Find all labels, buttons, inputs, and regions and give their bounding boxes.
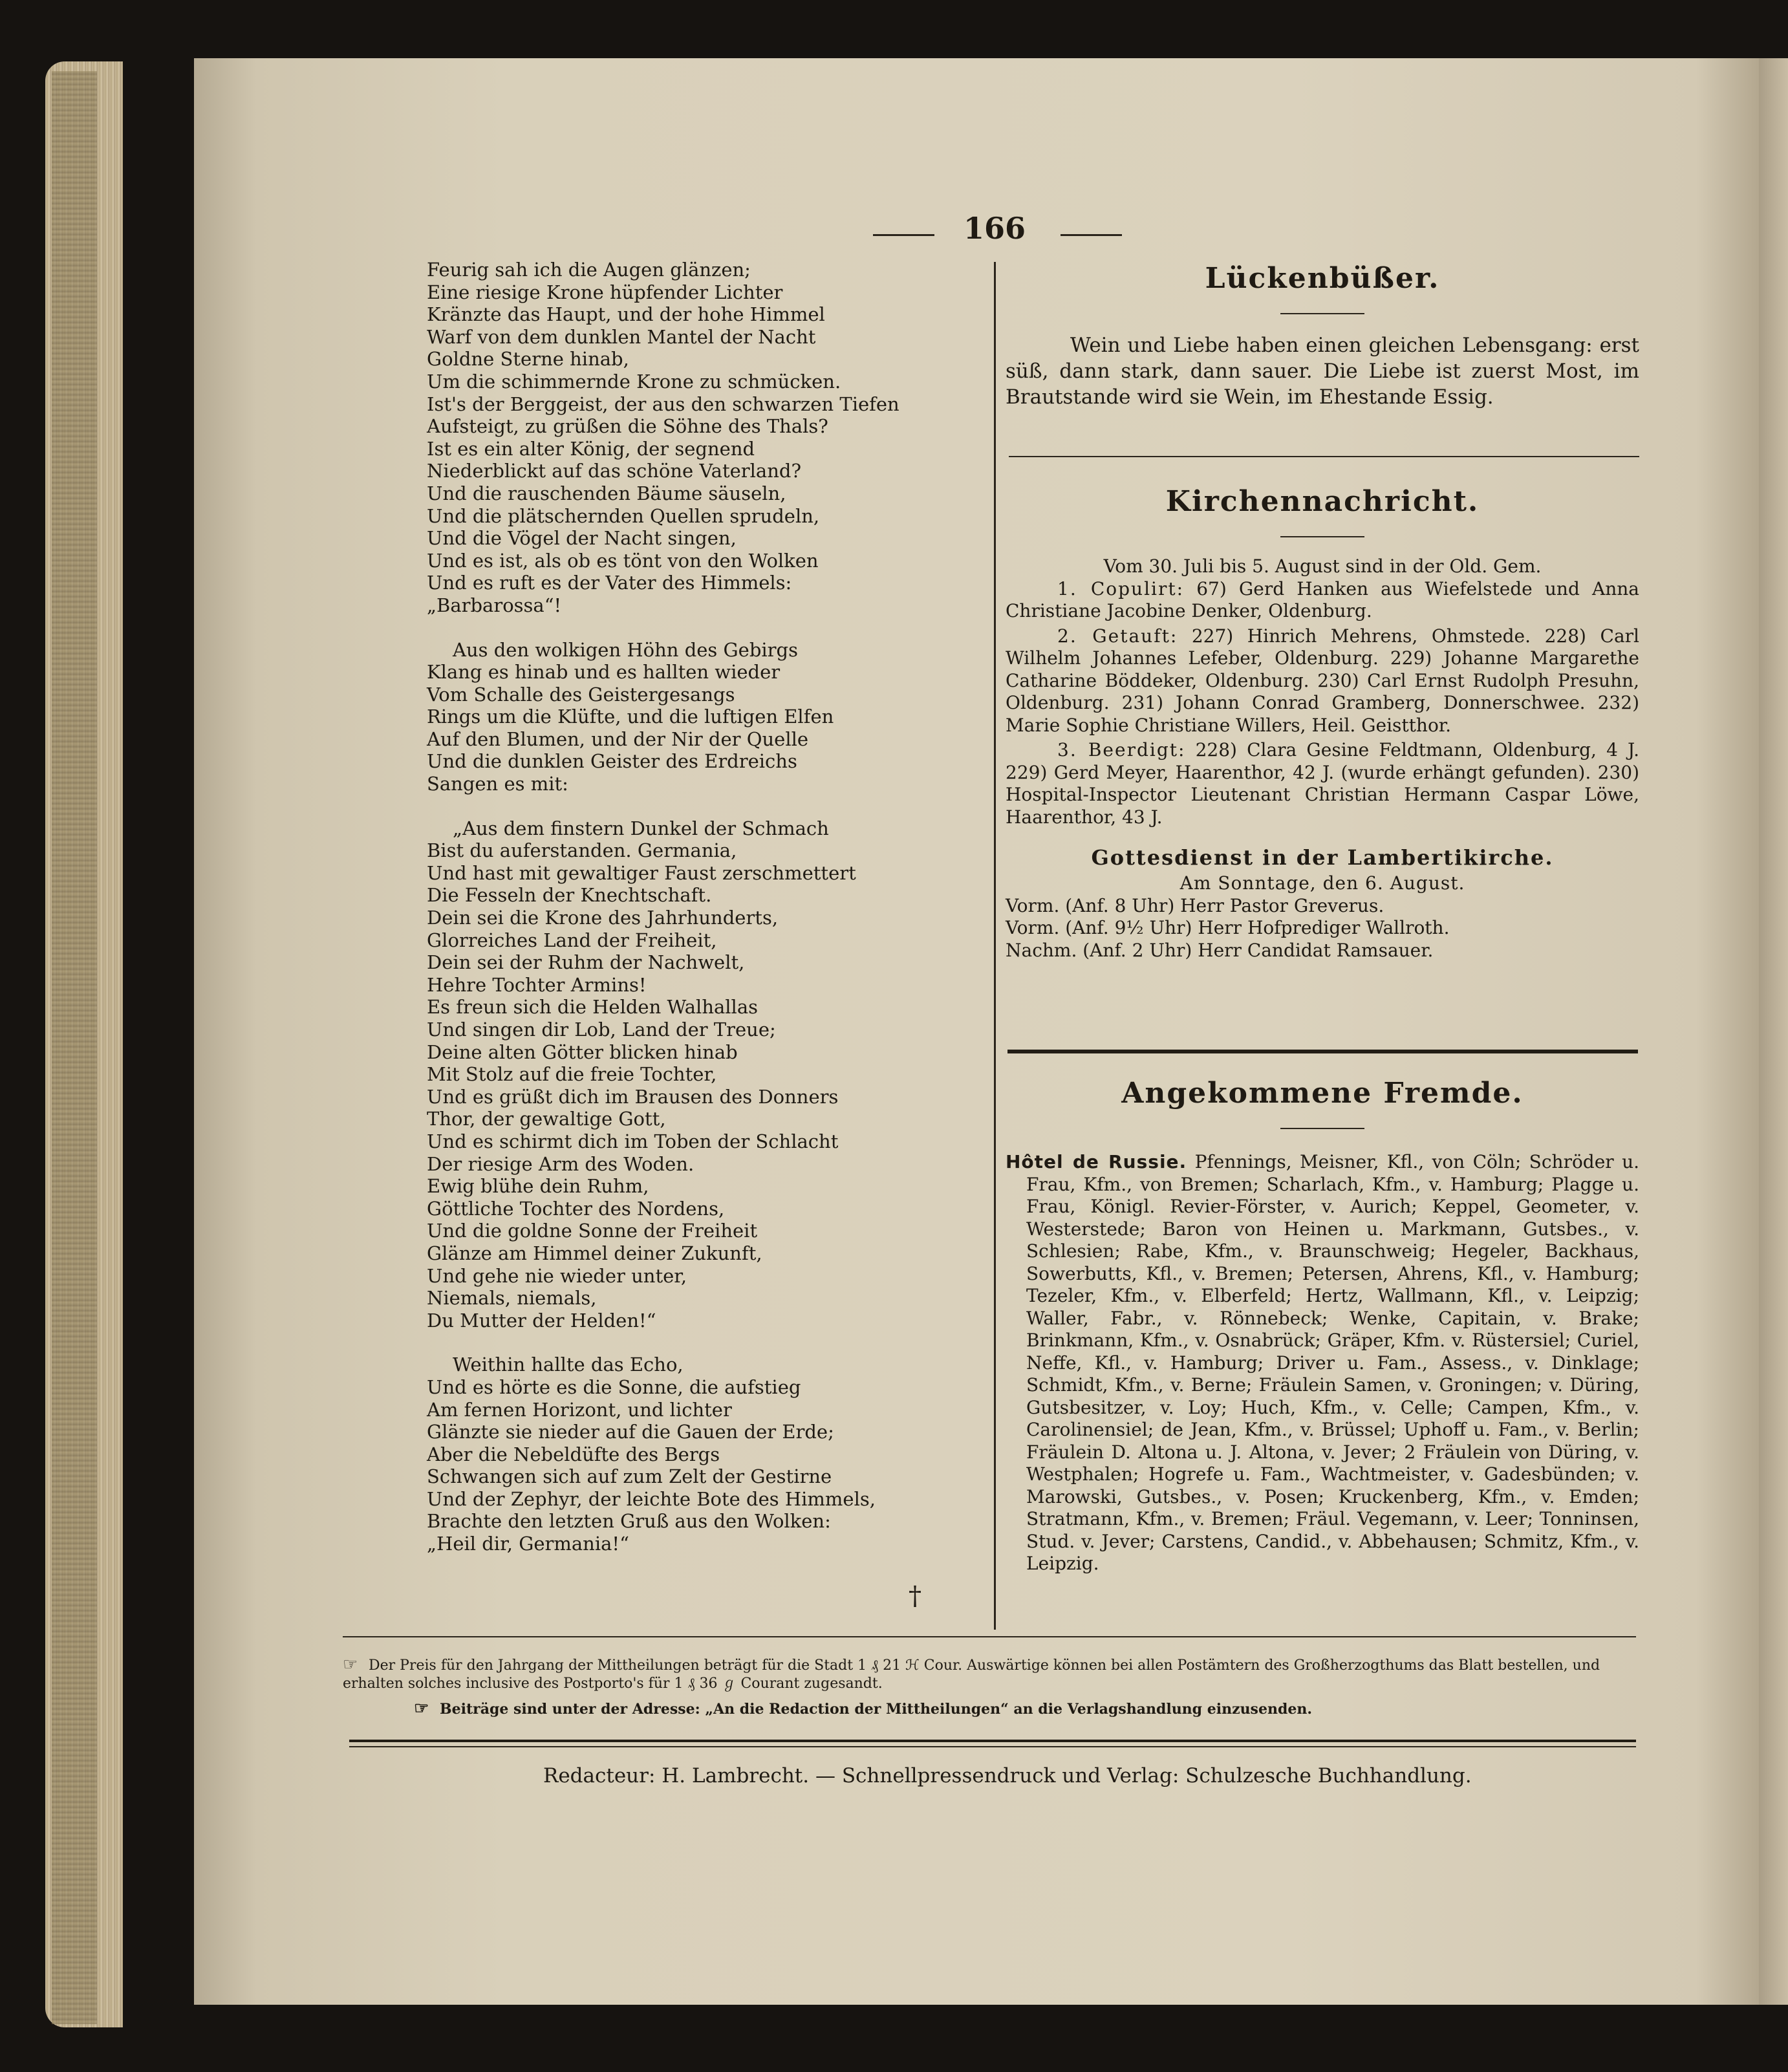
poem-line: Eine riesige Krone hüpfender Lichter <box>427 281 783 303</box>
copulirt-entry <box>1006 578 1639 623</box>
poem-line: „Barbarossa“! <box>427 594 562 616</box>
poem-line: Mit Stolz auf die freie Tochter, <box>427 1063 717 1086</box>
poem-line: Goldne Sterne hinab, <box>427 348 629 371</box>
service-1: Vorm. (Anf. 8 Uhr) Herr Pastor Greverus. <box>1006 894 1384 916</box>
poem-line: Auf den Blumen, und der Nir der Quelle <box>427 728 809 750</box>
service-2: Vorm. (Anf. 9½ Uhr) Herr Hofprediger Wallroth. <box>1006 917 1450 938</box>
poem-line: Glänze am Himmel deiner Zukunft, <box>427 1242 762 1264</box>
poem-line: Und singen dir Lob, Land der Treue; <box>427 1019 776 1041</box>
beerdigt-entry <box>1006 739 1639 828</box>
title-rule <box>1280 1128 1364 1129</box>
poem-line: Und es ruft es der Vater des Himmels: <box>427 572 792 594</box>
poem-line: Schwangen sich auf zum Zelt der Gestirne <box>427 1465 832 1488</box>
imprint-footer: Redacteur: H. Lambrecht. — Schnellpressendruck und Verlag: Schulzesche Buchhandlung. <box>543 1764 1472 1787</box>
stanza-gap <box>427 617 996 639</box>
luckenbusser-title: Lückenbüßer. <box>1205 262 1440 295</box>
poem-line: Glorreiches Land der Freiheit, <box>427 929 717 951</box>
page-edges <box>52 71 97 2024</box>
poem-line: Sangen es mit: <box>427 773 568 795</box>
fremde-title: Angekommene Fremde. <box>1121 1077 1524 1110</box>
poem-line: Und es ist, als ob es tönt von den Wolken <box>427 549 819 572</box>
title-rule <box>1280 313 1364 314</box>
poem-line: Du Mutter der Helden!“ <box>427 1309 656 1332</box>
copulirt-label: 1. Copulirt: <box>1057 577 1185 599</box>
poem-line: Der riesige Arm des Woden. <box>427 1152 695 1175</box>
poem-line: Thor, der gewaltige Gott, <box>427 1108 666 1130</box>
service-3: Nachm. (Anf. 2 Uhr) Herr Candidat Ramsauer. <box>1006 939 1434 961</box>
poem-line: Göttliche Tochter des Nordens, <box>427 1197 725 1220</box>
beerdigt-label: 3. Beerdigt: <box>1057 739 1186 761</box>
title-rule <box>1280 536 1364 537</box>
poem-line: Weithin hallte das Echo, <box>453 1354 684 1376</box>
price-notice <box>343 1656 1636 1693</box>
price-text: Der Preis für den Jahrgang der Mittheilungen beträgt für die Stadt 1 ₰ 21 ℋ Cour. Auswärtige können bei allen Postämtern des Großherzogthums das Blatt bestellen, und erhalten solches inclusive des Postporto's für 1 ₰ 36 ℊ Courant zugesandt. <box>343 1657 1600 1692</box>
poem-line: Hehre Tochter Armins! <box>427 973 647 996</box>
poem-line: Am fernen Horizont, und lichter <box>427 1398 732 1421</box>
gottesdienst-date: Am Sonntage, den 6. August. <box>1179 872 1465 894</box>
contributions-notice <box>414 1700 1617 1718</box>
luckenbusser-section <box>1006 262 1639 410</box>
poem-line: Glänzte sie nieder auf die Gauen der Erde; <box>427 1421 834 1443</box>
stanza-gap <box>427 1332 996 1354</box>
gottesdienst-title: Gottesdienst in der Lambertikirche. <box>1091 845 1554 870</box>
poem-line: Klang es hinab und es hallten wieder <box>427 661 781 684</box>
poem-line: Und die Vögel der Nacht singen, <box>427 527 737 550</box>
poem-line: Um die schimmernde Krone zu schmücken. <box>427 370 841 393</box>
page-number: 166 <box>964 211 1026 246</box>
getauft-text: 227) Hinrich Mehrens, Ohmstede. 228) Carl Wilhelm Johannes Lefeber, Oldenburg. 229) Johanne Margarethe Catharine Böddeker, Oldenburg. 230) Carl Ernst Rudolph Presuhn, Oldenburg. 231) Johann Conrad Gramberg, Donnerschwee. 232) Marie Sophie Christiane Willers, Heil. Geistthor. <box>1006 625 1639 736</box>
contributions-text: Beiträge sind unter der Adresse: „An die Redaction der Mittheilungen“ an die Verlagshandlung einzusenden. <box>440 1701 1312 1718</box>
poem-line: Dein sei die Krone des Jahrhunderts, <box>427 907 779 929</box>
end-mark: † <box>909 1581 921 1611</box>
poem-line: Ist's der Berggeist, der aus den schwarzen Tiefen <box>427 393 899 415</box>
poem-line: Niederblickt auf das schöne Vaterland? <box>427 460 801 482</box>
poem-line: Brachte den letzten Gruß aus den Wolken: <box>427 1510 831 1533</box>
hotel-name: Hôtel de Russie. <box>1006 1151 1187 1172</box>
poem-line: Bist du auferstanden. Germania, <box>427 839 737 862</box>
stanza-gap <box>427 795 996 817</box>
poem-line: Dein sei der Ruhm der Nachwelt, <box>427 951 745 974</box>
poem-line: Und es schirmt dich im Toben der Schlacht <box>427 1130 839 1152</box>
kirchen-intro: Vom 30. Juli bis 5. August sind in der Old. Gem. <box>1103 556 1542 577</box>
pagenum-rule-left <box>873 234 934 236</box>
poem-line: Es freun sich die Helden Walhallas <box>427 996 759 1019</box>
poem-line: Ewig blühe dein Ruhm, <box>427 1175 649 1198</box>
poem-line: Warf von dem dunklen Mantel der Nacht <box>427 325 816 348</box>
poem-line: Und die goldne Sonne der Freiheit <box>427 1220 758 1242</box>
poem-line: Feurig sah ich die Augen glänzen; <box>427 259 751 281</box>
footer-rule <box>349 1740 1636 1742</box>
poem-line: Die Fesseln der Knechtschaft. <box>427 884 712 907</box>
poem-line: Und die rauschenden Bäume säuseln, <box>427 482 786 504</box>
poem-line: Und der Zephyr, der leichte Bote des Himmels, <box>427 1487 876 1510</box>
kirchennachricht-section <box>1006 485 1639 962</box>
poem-line: Kränzte das Haupt, und der hohe Himmel <box>427 303 825 326</box>
section-rule <box>1009 456 1639 457</box>
poem-line: Aber die Nebeldüfte des Bergs <box>427 1443 720 1465</box>
poem-line: Und die dunklen Geister des Erdreichs <box>427 750 797 773</box>
poem-line: „Aus dem finstern Dunkel der Schmach <box>453 817 829 839</box>
beerdigt-text: 228) Clara Gesine Feldtmann, Oldenburg, 4 J. 229) Gerd Meyer, Haarenthor, 42 J. (wurde erhängt gefunden). 230) Hospital-Inspector Lieutenant Christian Hermann Caspar Löwe, Haarenthor, 43 J. <box>1006 739 1639 828</box>
getauft-label: 2. Getauft: <box>1057 625 1178 647</box>
getauft-entry <box>1006 625 1639 737</box>
poem-line: Niemals, niemals, <box>427 1287 597 1310</box>
poem-line: Deine alten Götter blicken hinab <box>427 1041 738 1063</box>
poem-line: Vom Schalle des Geistergesangs <box>427 683 735 706</box>
fremde-section <box>1006 1077 1639 1575</box>
poem-line: Und hast mit gewaltiger Faust zerschmettert <box>427 861 856 884</box>
poem-line: Ist es ein alter König, der segnend <box>427 437 755 460</box>
pagenum-rule-right <box>1061 234 1122 236</box>
pointing-hand-icon: ☞ <box>414 1699 429 1718</box>
fremde-text: Pfennings, Meisner, Kfl., von Cöln; Schröder u. Frau, Kfm., von Bremen; Scharlach, Kfm., v. Hamburg; Plagge u. Frau, Königl. Revier-Förster, v. Aurich; Keppel, Geometer, v. Westerstede; Baron von Heinen u. Markmann, Gutsbes., v. Schlesien; Rabe, Kfm., v. Braunschweig; Hegeler, Backhaus, Sowerbutts, Kfl., v. Bremen; Petersen, Ahrens, Kfl., v. Hamburg; Tezeler, Kfm., v. Elberfeld; Hertz, Wallmann, Kfl., v. Leipzig; Waller, Fabr., v. Rönnebeck; Wenke, Capitain, v. Brake; Brinkmann, Kfm., v. Osnabrück; Gräper, Kfm. v. Rüstersiel; Curiel, Neffe, Kfl., v. Hamburg; Driver u. Fam., Assess., v. Dinklage; Schmidt, Kfm., v. Berne; Fräulein Samen, v. Groningen; v. Düring, Gutsbesitzer, v. Loy; Huch, Kfm., v. Celle; Campen, Kfm., v. Carolinensiel; de Jean, Kfm., v. Brüssel; Uphoff u. Fam., v. Berlin; Fräulein D. Altona u. J. Altona, v. Jever; 2 Fräulein von Düring, v. Westphalen; Hogrefe u. Fam., Wachtmeister, v. Gadesbünden; v. Marowski, Gutsbes., v. Posen; Kruckenberg, Kfm., v. Emden; Stratmann, Kfm., v. Bremen; Fräul. Vegemann, v. Leer; Tonninsen, Stud. v. Jever; Carstens, Candid., v. Abbehausen; Schmitz, Kfm., v. Leipzig. <box>1026 1151 1640 1574</box>
poem-line: Und es grüßt dich im Brausen des Donners <box>427 1085 839 1108</box>
kirchennachricht-title: Kirchennachricht. <box>1165 485 1480 518</box>
poem-line: Aus den wolkigen Höhn des Gebirgs <box>453 638 798 661</box>
poem-line: Und es hörte es die Sonne, die aufstieg <box>427 1376 801 1398</box>
footer-rule-thin <box>349 1746 1636 1747</box>
fremde-list <box>1006 1151 1639 1575</box>
luckenbusser-text: Wein und Liebe haben einen gleichen Lebensgang: erst süß, dann stark, dann sauer. Die Liebe ist zuerst Most, im Brautstande wird sie Wein, im Ehestande Essig. <box>1006 334 1639 409</box>
poem-line: Und die plätschernden Quellen sprudeln, <box>427 504 820 527</box>
pointing-hand-icon: ☞ <box>343 1655 358 1674</box>
poem-line: Rings um die Klüfte, und die luftigen Elfen <box>427 706 834 728</box>
column-rule <box>994 262 996 1630</box>
poem-line: Aufsteigt, zu grüßen die Söhne des Thals? <box>427 415 828 438</box>
poem <box>427 259 996 1555</box>
poem-line: „Heil dir, Germania!“ <box>427 1533 629 1555</box>
copulirt-text: 67) Gerd Hanken aus Wiefelstede und Anna Christiane Jacobine Denker, Oldenburg. <box>1006 577 1639 621</box>
section-rule-thick <box>1007 1050 1638 1053</box>
notice-rule-top <box>343 1636 1636 1637</box>
poem-line: Und gehe nie wieder unter, <box>427 1264 687 1287</box>
